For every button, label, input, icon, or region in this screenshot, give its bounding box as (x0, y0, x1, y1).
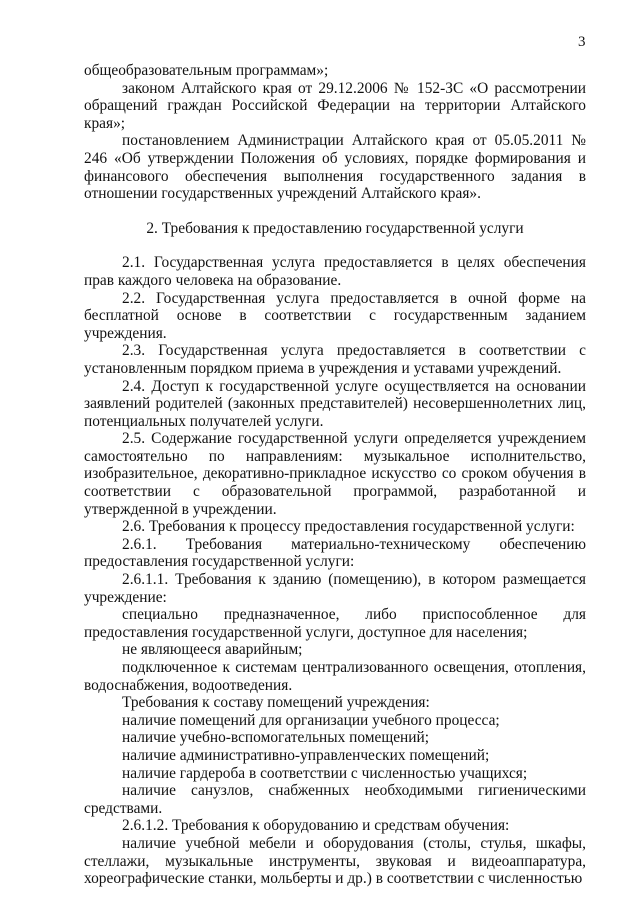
paragraph: общеобразовательным программам»; (84, 62, 329, 79)
paragraph: 2.6.1. Требования материально-техническому обеспечению предоставления государственной услуги: (84, 535, 586, 571)
paragraph: 2.6.1.2. Требования к оборудованию и средствам обучения: (122, 817, 510, 835)
paragraph: постановлением Администрации Алтайского края от 05.05.2011 № 246 «Об утверждении Положения об условиях, порядке формирования и финансового обеспечения выполнения государственного задания в отношении государственных учреждений Алтайского края». (84, 132, 586, 203)
paragraph: 2.1. Государственная услуга предоставляется в целях обеспечения прав каждого человека на образование. (84, 254, 586, 289)
paragraph: законом Алтайского края от 29.12.2006 № 152-ЗС «О рассмотрении обращений граждан Российской Федерации на территории Алтайского края»; (84, 79, 586, 132)
paragraph: наличие административно-управленческих помещений; (122, 746, 490, 764)
paragraph: наличие помещений для организации учебного процесса; (122, 711, 500, 729)
section-heading: 2. Требования к предоставлению государственной услуги (146, 219, 524, 237)
page-number: 3 (578, 34, 586, 50)
paragraph: наличие санузлов, снабженных необходимыми гигиеническими средствами. (84, 782, 586, 817)
paragraph: подключенное к системам централизованного освещения, отопления, водоснабжения, водоотведения. (84, 659, 586, 694)
paragraph: 2.3. Государственная услуга предоставляется в соответствии с установленным порядком приема в учреждения и уставами учреждений. (84, 342, 586, 377)
paragraph: Требования к составу помещений учреждения: (122, 694, 430, 712)
paragraph: не являющееся аварийным; (122, 641, 303, 659)
paragraph: наличие гардероба в соответствии с численностью учащихся; (122, 764, 528, 782)
paragraph: 2.4. Доступ к государственной услуге осуществляется на основании заявлений родителей (законных представителей) несовершеннолетних лиц, потенциальных получателей услуги. (84, 377, 586, 430)
paragraph: 2.2. Государственная услуга предоставляется в очной форме на бесплатной основе в соответствии с государственным заданием учреждения. (84, 289, 586, 342)
paragraph: 2.6.1.1. Требования к зданию (помещению), в котором размещается учреждение: (84, 571, 586, 606)
paragraph: 2.5. Содержание государственной услуги определяется учреждением самостоятельно по направлениям: музыкальное исполнительство, изобразительное, декоративно-прикладное искусство со сроком обучения в соответствии с образовательной программой, разработанной и утвержденной в учреждении. (84, 430, 586, 518)
paragraph: 2.6. Требования к процессу предоставления государственной услуги: (122, 518, 575, 536)
paragraph: наличие учебно-вспомогательных помещений; (122, 729, 430, 747)
document-body (84, 62, 586, 888)
paragraph: специально предназначенное, либо приспособленное для предоставления государственной услуги, доступное для населения; (84, 606, 586, 641)
paragraph: наличие учебной мебели и оборудования (столы, стулья, шкафы, стеллажи, музыкальные инструменты, звуковая и видеоаппаратура, хореографические станки, мольберты и др.) в соответствии с численностью (84, 834, 586, 888)
